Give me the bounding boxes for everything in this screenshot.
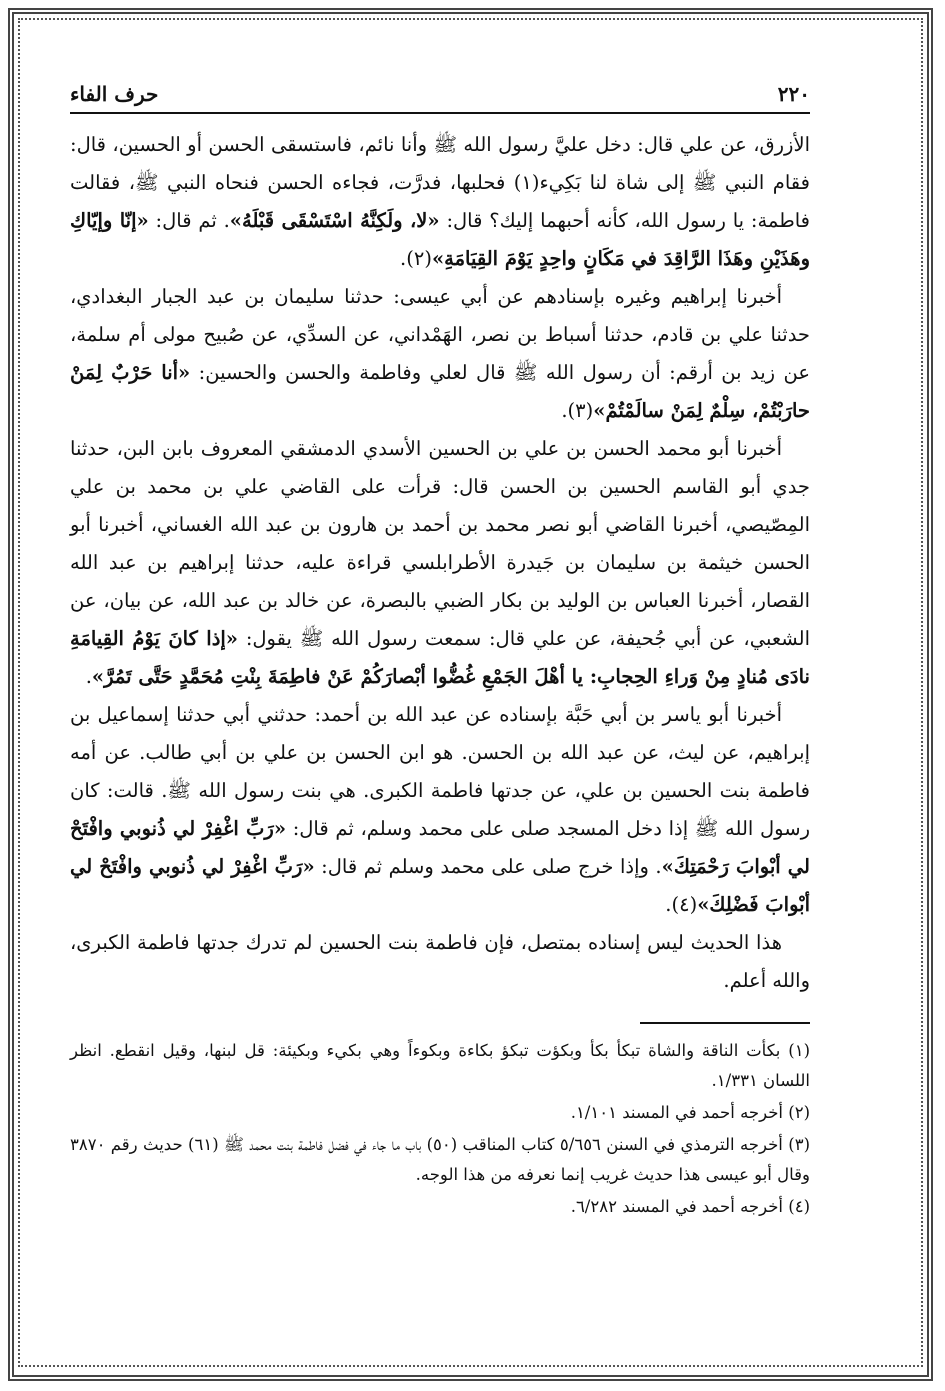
text-segment: . وإذا خرج صلى على محمد وسلم ثم قال: xyxy=(314,855,662,878)
text-segment: فحلبها، فدرَّت، فجاءه الحسن فنحاه النبي ﷺ، فقالت فاطمة: يا رسول الله، كأنه أحبهما إليك؟ قال: xyxy=(70,171,810,232)
paragraph xyxy=(70,278,810,430)
text-segment: (٣). xyxy=(561,399,594,422)
hadith-quote: «إذا كانَ يَوْمُ القِيامَةِ نادَى مُنادٍ مِنْ وَراءِ الحِجابِ: يا أهْلَ الجَمْعِ غُضُّوا أبْصارَكُمْ عَنْ فاطِمَةَ بِنْتِ مُحَمَّدٍ حَتَّى تَمُرَّ» xyxy=(70,627,810,688)
text-segment: . xyxy=(85,665,92,688)
hadith-quote: «رَبِّ اغْفِرْ لي ذُنوبي وافْتَحْ لي أبْوابَ فَضْلِكَ» xyxy=(70,855,810,916)
footnotes xyxy=(70,1036,810,1222)
page xyxy=(70,78,810,1348)
text-segment: الأزرق، عن علي قال: دخل عليَّ رسول الله ﷺ وأنا نائم، فاستسقى الحسن أو الحسين، قال: فقام النبي ﷺ إلى شاة لنا بَكِيء xyxy=(70,133,810,194)
text-segment: (١) xyxy=(513,171,540,194)
hadith-quote: «لا، ولَكِنَّهُ اسْتَسْقَى قَبْلَهُ» xyxy=(229,209,440,232)
text-segment: . ثم قال: xyxy=(148,209,230,232)
hadith-quote: «رَبِّ اغْفِرْ لي ذُنوبي وافْتَحْ لي أبْوابَ رَحْمَتِكَ» xyxy=(70,817,811,878)
page-header xyxy=(70,78,810,114)
text-segment: أخبرنا إبراهيم وغيره بإسنادهم عن أبي عيسى: حدثنا سليمان بن عبد الجبار البغدادي، حدثنا علي بن قادم، حدثنا أسباط بن نصر، الهَمْداني، عن السدِّي، عن صُبيح مولى أم سلمة، عن زيد بن أرقم: أن رسول الله ﷺ قال لعلي وفاطمة والحسن والحسين: xyxy=(70,285,810,384)
text-segment: (٤). xyxy=(665,893,698,916)
chapter-title: حرف الفاء xyxy=(70,82,159,106)
footnote: (٣) أخرجه الترمذي في السنن ٥/٦٥٦ كتاب المناقب (٥٠) باب ما جاء في فضل فاطمة بنت محمد ﷺ (٦١) حديث رقم ٣٨٧٠ وقال أبو عيسى هذا حديث غريب إنما نعرفه من هذا الوجه. xyxy=(70,1135,810,1184)
text-segment: (٢). xyxy=(400,247,432,270)
paragraph xyxy=(70,696,810,924)
footnote: (٤) أخرجه أحمد في المسند ٦/٢٨٢. xyxy=(570,1197,810,1216)
footnote: (١) بكأت الناقة والشاة تبكأ بكأ وبكؤت تبكؤ بكاءة وبكوءاً وهي بكيء وبكيئة: قل لبنها، وقيل انقطع. انظر اللسان ١/٣٣١. xyxy=(70,1041,810,1090)
footnote: (٢) أخرجه أحمد في المسند ١/١٠١. xyxy=(570,1103,810,1122)
paragraph xyxy=(70,430,810,696)
page-number: ٢٢٠ xyxy=(777,82,810,106)
footnote-separator xyxy=(640,1022,810,1024)
text-segment: هذا الحديث ليس إسناده بمتصل، فإن فاطمة بنت الحسين لم تدرك جدتها فاطمة الكبرى، والله أعلم. xyxy=(70,931,810,992)
text-segment: أخبرنا أبو محمد الحسن بن علي بن الحسين الأسدي الدمشقي المعروف بابن البن، حدثنا جدي أبو القاسم الحسين بن الحسن قال: قرأت على القاضي علي بن محمد بن علي المِصّيصي، أخبرنا القاضي أبو نصر محمد بن أحمد بن هارون بن عبد الله الغساني، أخبرنا أبو الحسن خيثمة بن سليمان بن جَيدرة الأطرابلسي قراءة عليه، حدثنا إبراهيم بن عبد الله القصار، أخبرنا العباس بن الوليد بن بكار الضبي بالبصرة، عن خالد بن عبد الله، عن بيان، عن الشعبي، عن أبي جُحيفة، عن علي قال: سمعت رسول الله ﷺ يقول: xyxy=(70,437,810,650)
main-text xyxy=(70,126,810,1000)
hadith-quote: «أنا حَرْبٌ لِمَنْ حارَبْتُمْ، سِلْمٌ لِمَنْ سالَمْتُمْ» xyxy=(70,361,810,422)
paragraph xyxy=(70,924,810,1000)
paragraph xyxy=(70,126,810,278)
text-segment: أخبرنا أبو ياسر بن أبي حَبَّة بإسناده عن عبد الله بن أحمد: حدثني أبي حدثنا إسماعيل بن إبراهيم، عن ليث، عن عبد الله بن الحسن. هو ابن الحسن بن علي بن أبي طالب. عن أمه فاطمة بنت الحسين بن علي، عن جدتها فاطمة الكبرى. هي بنت رسول الله ﷺ. قالت: كان رسول الله ﷺ إذا دخل المسجد صلى على محمد وسلم، ثم قال: xyxy=(70,703,810,840)
hadith-quote: «إنّا وإيّاكِ وهَذَيْنِ وهَذَا الرَّاقِدَ في مَكَانٍ واحِدٍ يَوْمَ القِيَامَةِ» xyxy=(70,209,810,270)
